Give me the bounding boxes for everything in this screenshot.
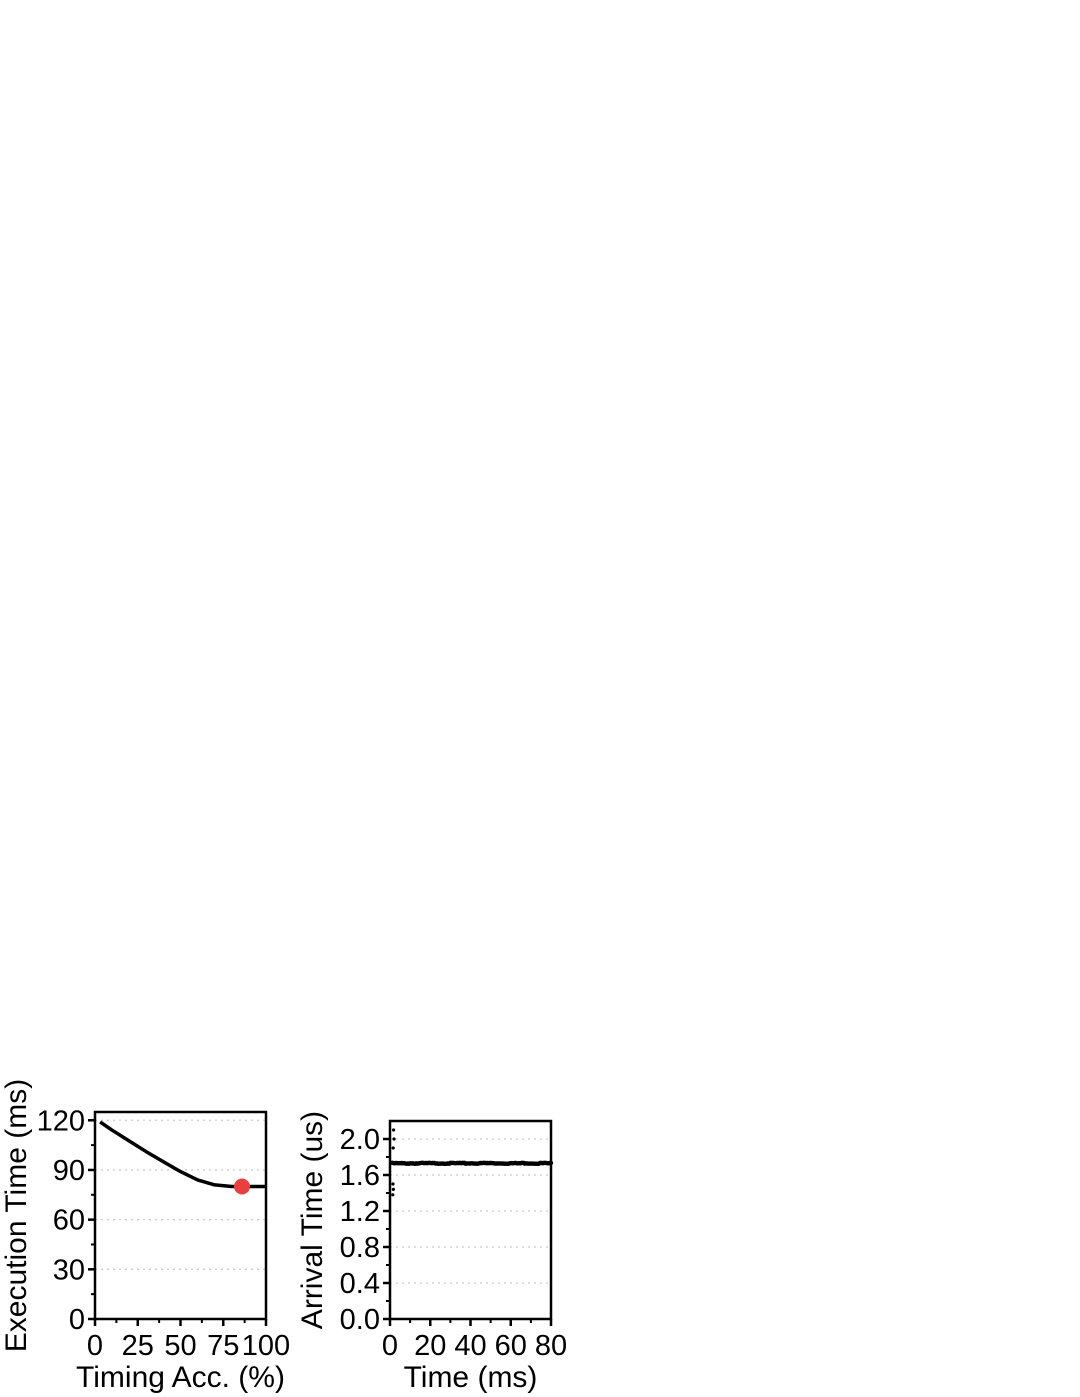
x-tick-label: 40 (454, 1330, 487, 1362)
execution-time-chart (0, 1079, 290, 1394)
y-tick-label: 0 (68, 1304, 85, 1336)
x-axis-label: Timing Acc. (%) (76, 1361, 285, 1394)
outlier-point (391, 1193, 394, 1196)
y-tick-label: 60 (52, 1204, 85, 1237)
x-tick-label: 60 (494, 1330, 527, 1362)
y-tick-label: 2.0 (339, 1124, 380, 1156)
execution-time-line (100, 1122, 266, 1187)
y-axis-label: Execution Time (ms) (0, 1078, 33, 1353)
x-tick-label: 50 (164, 1330, 197, 1362)
x-axis-label: Time (ms) (403, 1361, 538, 1394)
y-tick-label: 0.4 (339, 1268, 380, 1300)
x-tick-label: 100 (241, 1330, 291, 1362)
outlier-point (392, 1137, 395, 1140)
x-tick-label: 0 (86, 1330, 104, 1362)
arrival-time-chart (296, 1111, 567, 1394)
y-tick-label: 0.0 (339, 1304, 380, 1336)
outlier-point (392, 1128, 395, 1131)
y-tick-label: 1.6 (339, 1160, 380, 1192)
x-tick-label: 0 (381, 1330, 399, 1362)
outlier-point (391, 1182, 394, 1185)
y-axis-label: Arrival Time (us) (296, 1110, 329, 1330)
y-tick-label: 120 (36, 1105, 85, 1138)
y-tick-label: 30 (52, 1254, 85, 1287)
highlight-point (234, 1179, 250, 1195)
x-tick-label: 25 (121, 1330, 154, 1362)
plot-frame (390, 1121, 551, 1319)
plot-frame (95, 1112, 266, 1319)
x-tick-label: 75 (207, 1330, 240, 1362)
outlier-point (392, 1146, 395, 1149)
y-tick-label: 0.8 (339, 1232, 380, 1264)
x-tick-label: 20 (414, 1330, 447, 1362)
y-tick-label: 90 (52, 1154, 85, 1187)
x-tick-label: 80 (534, 1330, 568, 1362)
y-tick-label: 1.2 (339, 1196, 380, 1228)
outlier-point (392, 1188, 395, 1191)
